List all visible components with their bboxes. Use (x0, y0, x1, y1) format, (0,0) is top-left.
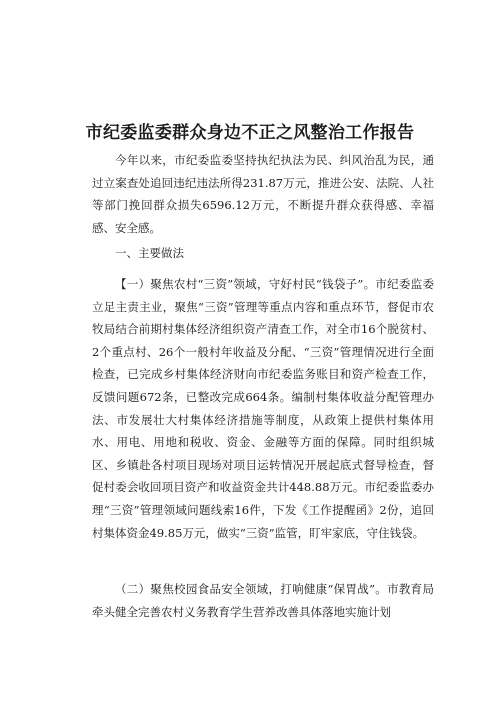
paragraph-school-food-safety: （二）聚焦校园食品安全领域，打响健康“保胃战”。市教育局牵头健全完善农村义务教育学生营养改善具体落地实施计划 (92, 582, 434, 619)
intro-paragraph: 今年以来，市纪委监委坚持执纪执法为民、纠风治乱为民，通过立案查处追回违纪违法所得231.87万元，推进公安、法院、人社等部门挽回群众损失6596.12万元，不断提升群众获得感、幸福感、安全感。 (92, 153, 434, 235)
section-heading-main-practices: 一、主要做法 (115, 246, 184, 260)
document-title: 市纪委监委群众身边不正之风整治工作报告 (85, 123, 415, 143)
paragraph-rural-assets: 【一）聚焦农村“三资”领域，守好村民“钱袋子”。市纪委监委立足主责主业，聚焦“三资”管理等重点内容和重点环节，督促市农牧局结合前期村集体经济组织资产清查工作，对全市16个脱贫村、2个重点村、26个一般村年收益及分配、“三资”管理情况进行全面检查，已完成乡村集体经济财向市纪委监务账目和资产检查工作，反馈问题672条，已整改完成664条。编制村集体收益分配管理办法、市发展壮大村集体经济措施等制度，从政策上提供村集体用水、用电、用地和税收、资金、金融等方面的保障。同时组织城区、乡镇赴各村项目现场对项目运转情况开展起底式督导检查，督促村委会收回项目资产和收益资金共计448.88万元。市纪委监委办理“三资”管理领域问题线索16件，下发《工作提醒函》2份，追回村集体资金49.85万元，做实“三资”监管，盯牢家底，守住钱袋。 (92, 277, 434, 540)
